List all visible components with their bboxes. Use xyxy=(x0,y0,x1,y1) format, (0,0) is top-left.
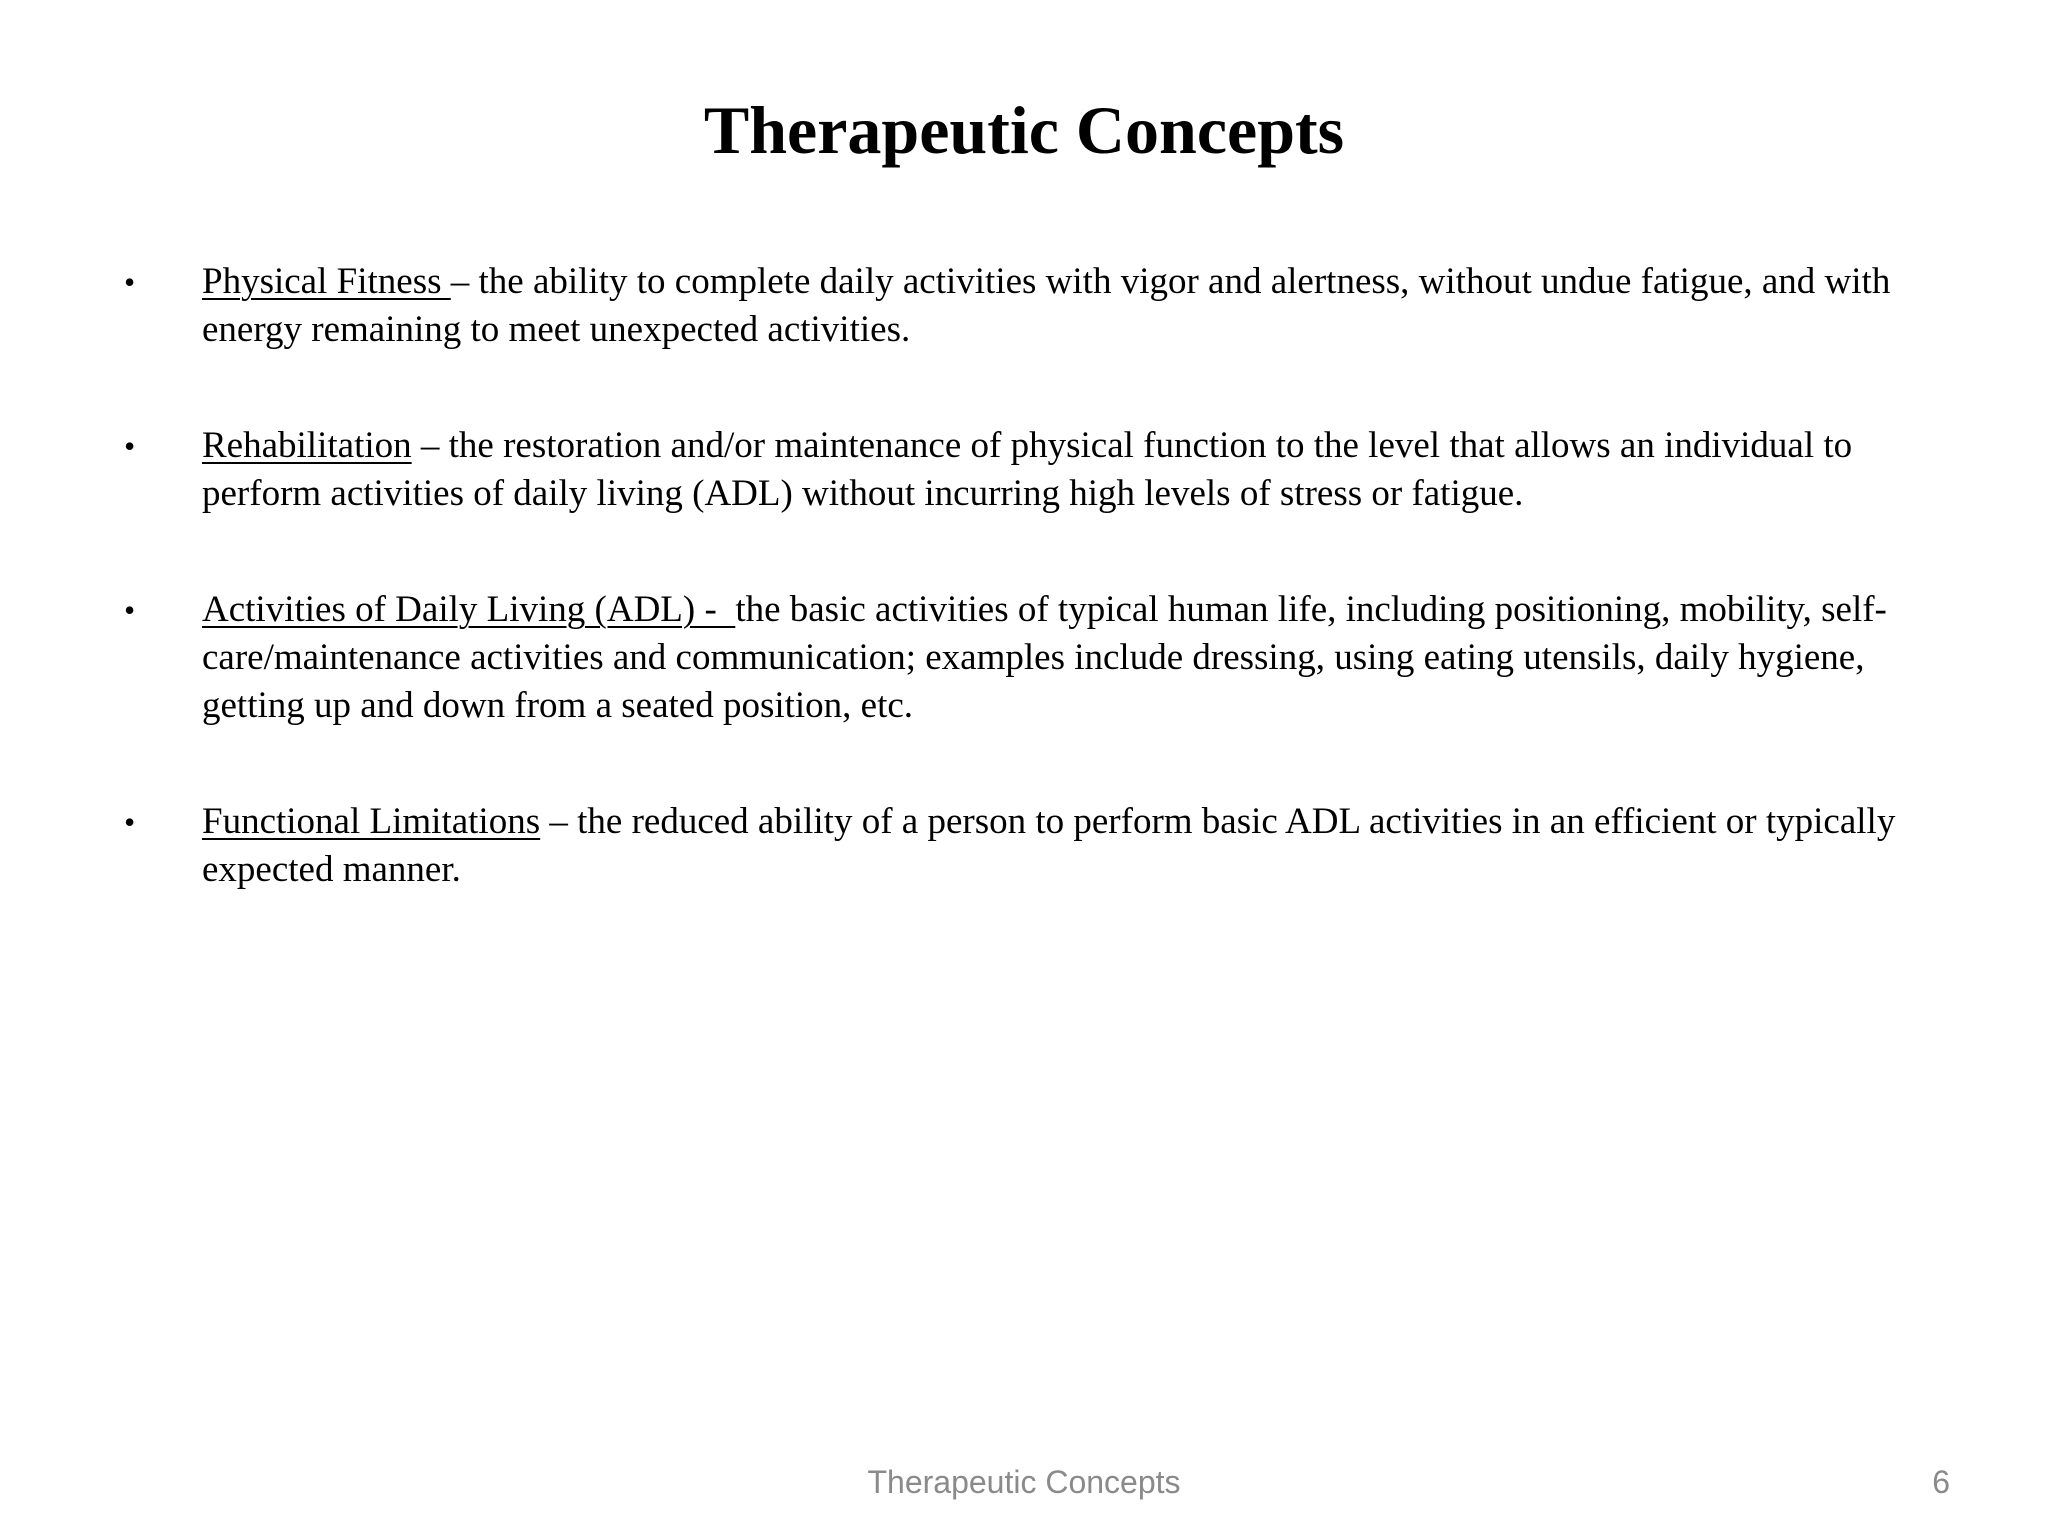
term-label: Activities of Daily Living (ADL) - xyxy=(202,589,736,630)
term-label: Functional Limitations xyxy=(202,801,541,842)
bullet-marker: • xyxy=(124,804,136,840)
term-definition: the basic activities of typical human life, including positioning, mobility, self-care/maintenance activities and communication; examples include dressing, using eating utensils, daily hygiene, getting up and down from a seated position, etc. xyxy=(202,589,1887,726)
bullet-text xyxy=(202,798,1922,894)
slide-title: Therapeutic Concepts xyxy=(703,92,1345,168)
bullet-text xyxy=(202,258,1922,354)
footer-title: Therapeutic Concepts xyxy=(867,1464,1181,1500)
term-label: Physical Fitness xyxy=(202,261,451,302)
bullet-marker: • xyxy=(124,592,136,628)
term-definition: – the restoration and/or maintenance of physical function to the level that allows an individual to perform activities of daily living (ADL) without incurring high levels of stress or fatigue. xyxy=(202,425,1853,514)
bullet-text xyxy=(202,586,1922,730)
term-definition: – the ability to complete daily activities with vigor and alertness, without undue fatigue, and with energy remaining to meet unexpected activities. xyxy=(202,261,1891,350)
bullet-marker: • xyxy=(124,428,136,464)
bullet-marker: • xyxy=(124,264,136,300)
page-number: 6 xyxy=(1932,1464,1950,1500)
term-definition: – the reduced ability of a person to perform basic ADL activities in an efficient or typically expected manner. xyxy=(202,801,1896,890)
term-label: Rehabilitation xyxy=(202,425,412,466)
bullet-text xyxy=(202,422,1922,518)
